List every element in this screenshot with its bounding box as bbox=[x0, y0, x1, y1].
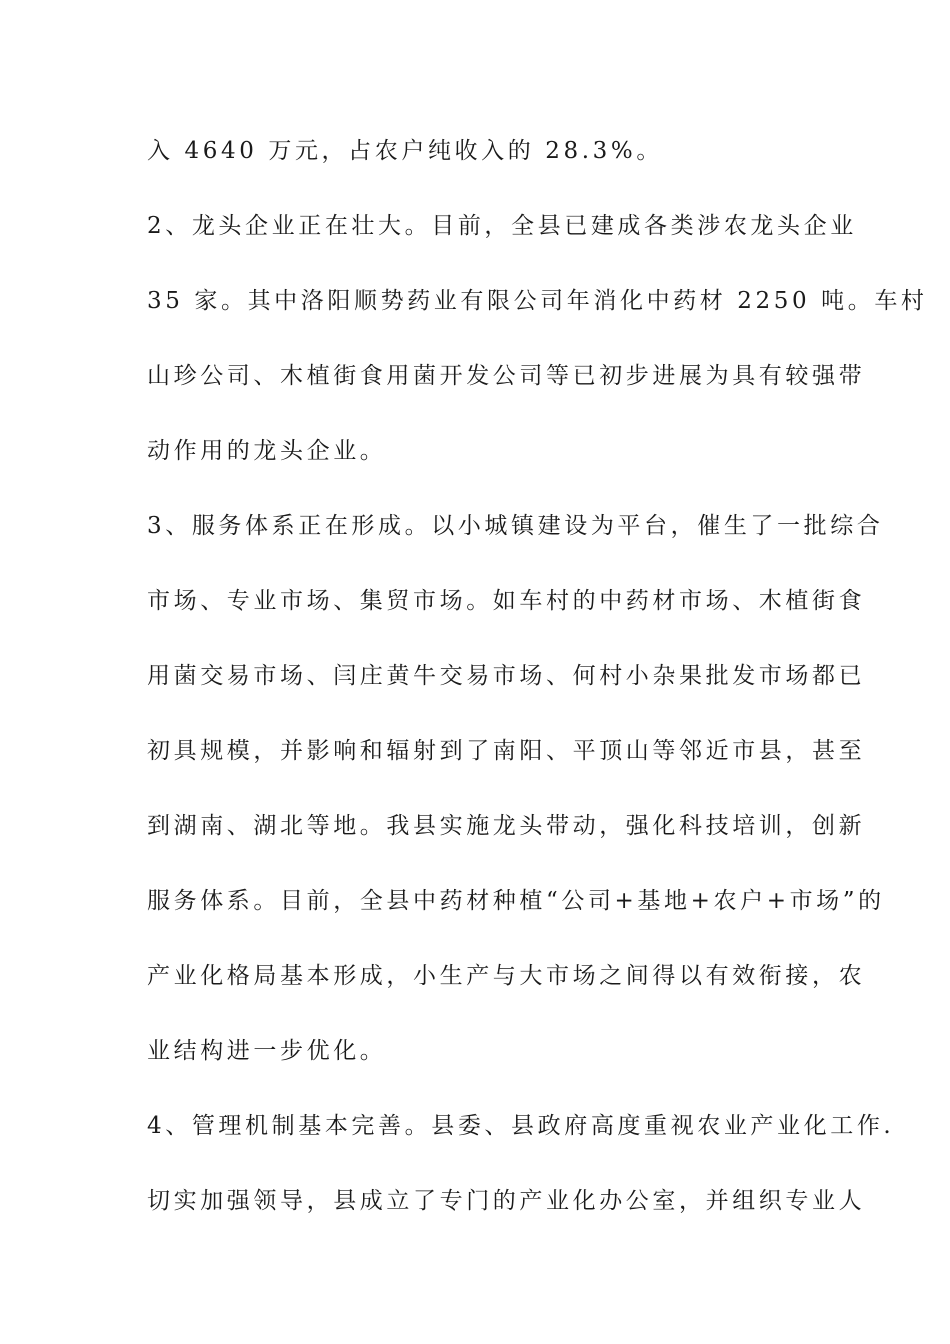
text-line: 初具规模，并影响和辐射到了南阳、平顶山等邻近市县，甚至 bbox=[147, 738, 866, 764]
text-line: 35 家。其中洛阳顺势药业有限公司年消化中药材 2250 吨。车村 bbox=[147, 288, 928, 314]
text-line: 4、管理机制基本完善。县委、县政府高度重视农业产业化工作. bbox=[147, 1113, 895, 1139]
text-line: 切实加强领导，县成立了专门的产业化办公室，并组织专业人 bbox=[147, 1188, 866, 1214]
text-line: 动作用的龙头企业。 bbox=[147, 438, 387, 464]
text-line: 2、龙头企业正在壮大。目前，全县已建成各类涉农龙头企业 bbox=[147, 213, 857, 239]
text-line: 用菌交易市场、闫庄黄牛交易市场、何村小杂果批发市场都已 bbox=[147, 663, 866, 689]
text-line: 到湖南、湖北等地。我县实施龙头带动，强化科技培训，创新 bbox=[147, 813, 866, 839]
text-line: 产业化格局基本形成，小生产与大市场之间得以有效衔接，农 bbox=[147, 963, 866, 989]
text-line: 市场、专业市场、集贸市场。如车村的中药材市场、木植街食 bbox=[147, 588, 866, 614]
text-line: 山珍公司、木植街食用菌开发公司等已初步进展为具有较强带 bbox=[147, 363, 866, 389]
text-line: 3、服务体系正在形成。以小城镇建设为平台，催生了一批综合 bbox=[147, 513, 884, 539]
text-line: 服务体系。目前，全县中药材种植“公司+基地+农户+市场”的 bbox=[147, 888, 885, 914]
text-line: 入 4640 万元，占农户纯收入的 28.3%。 bbox=[147, 138, 663, 164]
text-line: 业结构进一步优化。 bbox=[147, 1038, 387, 1064]
